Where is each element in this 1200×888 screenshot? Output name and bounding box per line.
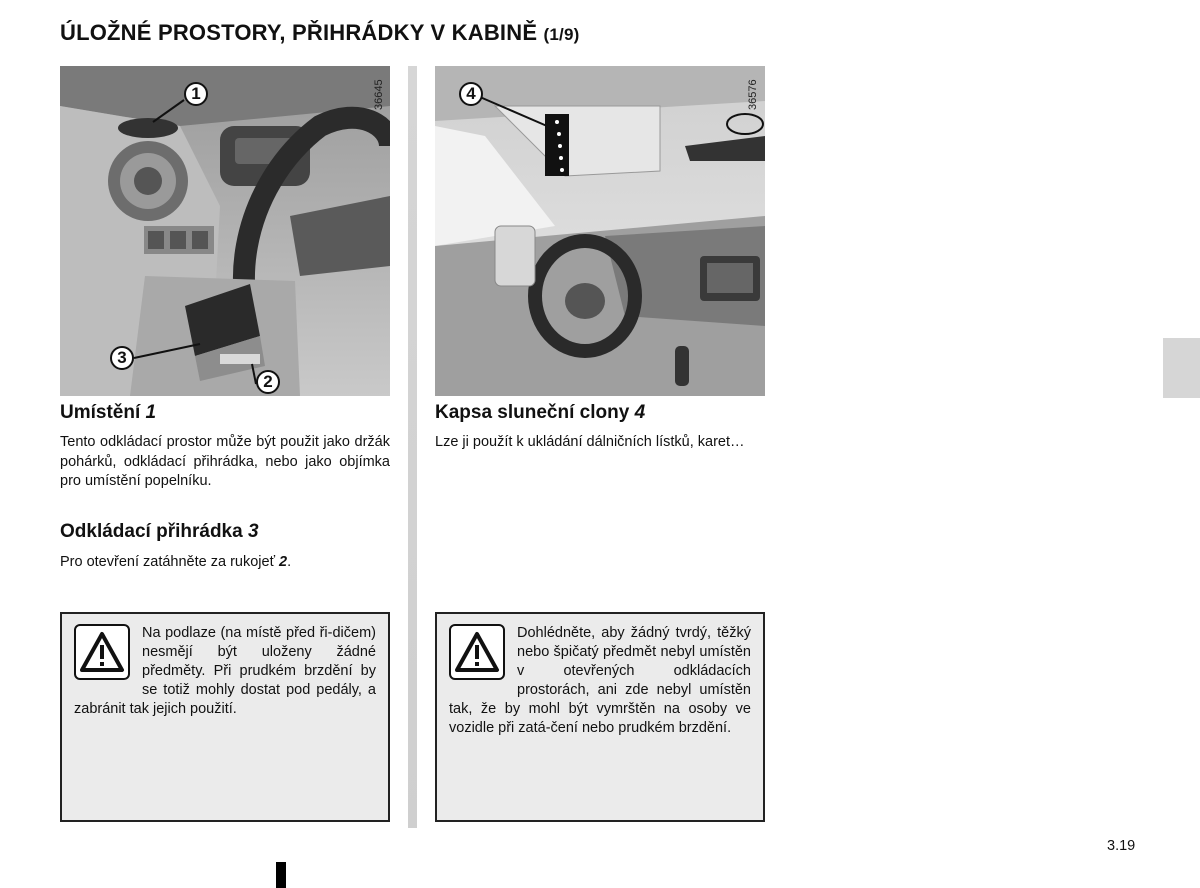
warning-text: Dohlédněte, aby žádný tvrdý, těžký nebo špičatý předmět nebyl umístěn v otevřených odkládacích prostorách, ani zde nebyl umístěn tak, že by mohl být vymrštěn na osoby ve vozidle při zatá-čení nebo prudkém brzdění. — [449, 625, 751, 736]
warning-box-left — [60, 612, 390, 822]
text-part: . — [287, 554, 292, 570]
text-umisteni: Tento odkládací prostor může být použit jako držák pohárků, odkládací přihrádka, nebo jako objímka pro umístění popelníku. — [60, 434, 390, 489]
cabin-illustration — [435, 66, 765, 396]
inline-ref: 2 — [279, 554, 288, 570]
warning-box-right — [435, 612, 765, 822]
callout-3: 3 — [110, 346, 134, 370]
page-title — [60, 20, 580, 46]
warning-text: Na podlaze (na místě před ři-dičem) nesmějí být uloženy žádné předměty. Při prudkém brzdění by se totiž mohly dostat pod pedály, a zabránit tak jejich použití. — [74, 625, 376, 717]
heading-ref: 3 — [247, 521, 259, 542]
figure-dashboard-storage — [60, 66, 390, 396]
heading-text: Odkládací přihrádka — [60, 521, 243, 542]
heading-odkladaci — [60, 521, 259, 543]
figure-code: 36645 — [373, 79, 385, 110]
heading-text: Umístění — [60, 402, 141, 423]
crop-mark — [276, 862, 286, 888]
page-title-text: ÚLOŽNÉ PROSTORY, PŘIHRÁDKY V KABINĚ — [60, 20, 538, 45]
column-divider — [408, 66, 417, 828]
heading-ref: 1 — [145, 402, 157, 423]
text-part: Pro otevření zatáhněte za rukojeť — [60, 554, 276, 570]
heading-ref: 4 — [634, 402, 646, 423]
page-number: 3.19 — [1107, 838, 1136, 854]
heading-kapsa — [435, 402, 645, 424]
chapter-tab — [1163, 338, 1200, 398]
text-odkladaci — [60, 553, 390, 573]
callout-2: 2 — [256, 370, 280, 394]
heading-text: Kapsa sluneční clony — [435, 402, 630, 423]
page-of-indicator: (1/9) — [543, 25, 580, 44]
warning-triangle-icon — [74, 624, 130, 680]
figure-sun-visor — [435, 66, 765, 396]
warning-triangle-icon — [449, 624, 505, 680]
dashboard-illustration — [60, 66, 390, 396]
figure-code: 36576 — [747, 79, 759, 110]
callout-1: 1 — [184, 82, 208, 106]
text-kapsa: Lze ji použít k ukládání dálničních lístků, karet… — [435, 434, 745, 450]
callout-4: 4 — [459, 82, 483, 106]
heading-umisteni — [60, 402, 156, 424]
